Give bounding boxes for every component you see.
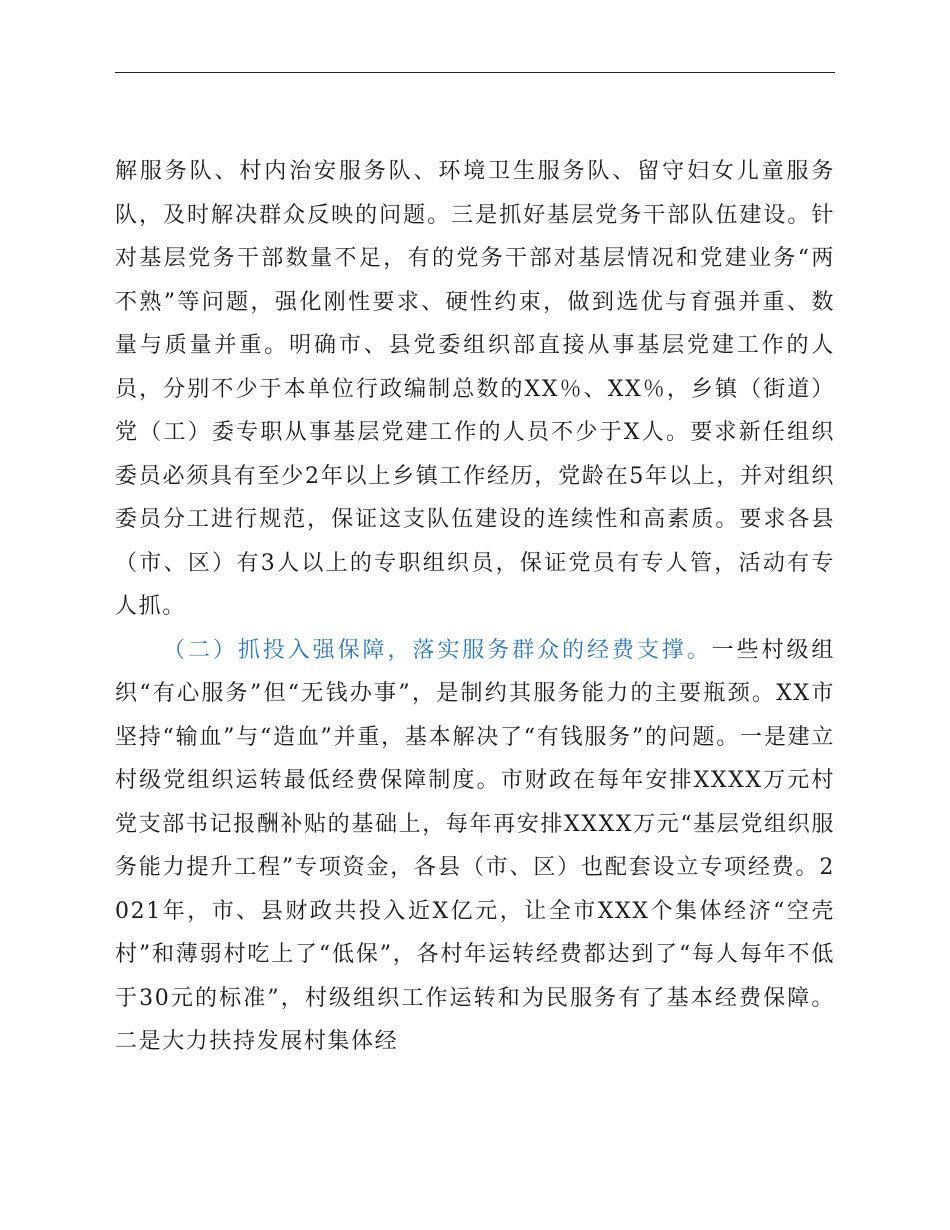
document-body [115, 150, 835, 1064]
paragraph-2-text: 一些村级组织“有心服务”但“无钱办事”，是制约其服务能力的主要瓶颈。XX市坚持“输血”与“造血”并重，基本解决了“有钱服务”的问题。一是建立村级党组织运转最低经费保障制度。市财政在每年安排XXXX万元村党支部书记报酬补贴的基础上，每年再安排XXXX万元“基层党组织服务能力提升工程”专项资金，各县（市、区）也配套设立专项经费。2021年，市、县财政共投入近X亿元，让全市XXX个集体经济“空壳村”和薄弱村吃上了“低保”，各村年运转经费都达到了“每人每年不低于30元的标准”，村级组织工作运转和为民服务有了基本经费保障。二是大力扶持发展村集体经 [115, 637, 835, 1054]
header-rule [115, 72, 835, 73]
paragraph-2 [115, 629, 835, 1064]
section-heading: （二）抓投入强保障，落实服务群众的经费支撑。 [163, 637, 712, 663]
paragraph-1: 解服务队、村内治安服务队、环境卫生服务队、留守妇女儿童服务队，及时解决群众反映的问题。三是抓好基层党务干部队伍建设。针对基层党务干部数量不足，有的党务干部对基层情况和党建业务“两不熟”等问题，强化刚性要求、硬性约束，做到选优与育强并重、数量与质量并重。明确市、县党委组织部直接从事基层党建工作的人员，分别不少于本单位行政编制总数的XX％、XX％，乡镇（街道）党（工）委专职从事基层党建工作的人员不少于X人。要求新任组织委员必须具有至少2年以上乡镇工作经历，党龄在5年以上，并对组织委员分工进行规范，保证这支队伍建设的连续性和高素质。要求各县（市、区）有3人以上的专职组织员，保证党员有专人管，活动有专人抓。 [115, 159, 835, 619]
